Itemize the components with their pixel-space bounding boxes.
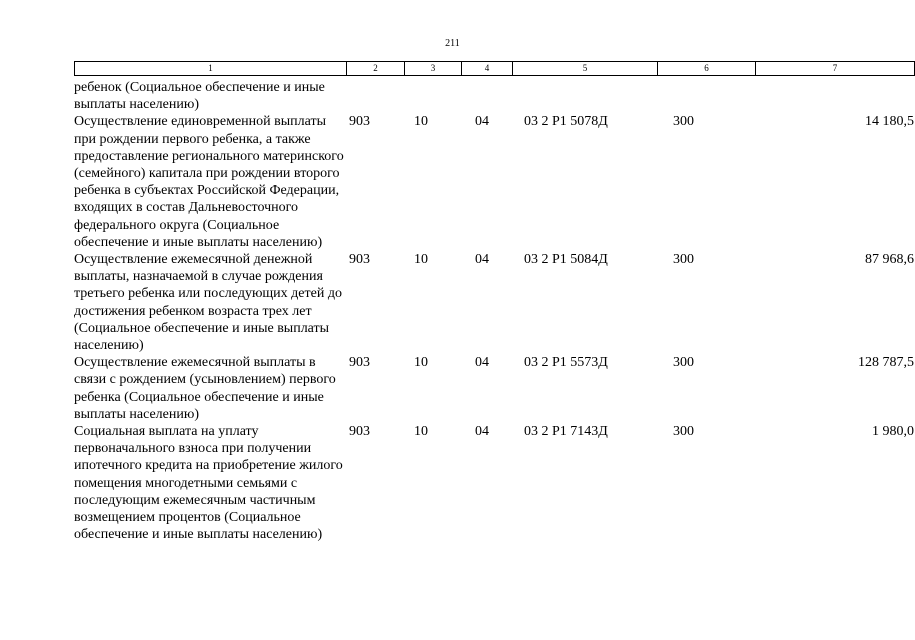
row-name: Осуществление ежемесячной выплаты в связи с рождением (усыновлением) первого ребенка (Социальное обеспечение и иные выплаты населению) (74, 355, 336, 422)
row-section: 10 (414, 355, 428, 371)
row-expense-kind: 300 (673, 114, 694, 130)
row-subsection (461, 79, 512, 113)
table-body (74, 79, 914, 543)
header-col-7: 7 (832, 63, 838, 73)
row-amount: 14 180,5 (865, 114, 914, 130)
row-subsection: 04 (475, 252, 489, 268)
row-target-code: 03 2 P1 5573Д (524, 355, 608, 371)
row-amount: 128 787,5 (858, 355, 914, 371)
row-expense-kind: 300 (673, 252, 694, 268)
row-section: 10 (414, 252, 428, 268)
row-budget-code: 903 (349, 252, 370, 268)
row-subsection: 04 (475, 355, 489, 371)
row-name: Социальная выплата на уплату первоначального взноса при получении ипотечного кредита на приобретение жилого помещения многодетными семьями с последующим ежемесячным частичным возмещением процентов (Социальное обеспечение и иные выплаты населению) (74, 424, 343, 543)
row-subsection: 04 (475, 424, 489, 440)
row-expense-kind: 300 (673, 424, 694, 440)
row-budget-code (349, 79, 404, 113)
row-target-code: 03 2 P1 5084Д (524, 252, 608, 268)
table-row (74, 251, 914, 354)
header-col-6: 6 (658, 62, 756, 75)
row-name: ребенок (Социальное обеспечение и иные выплаты населению) (74, 80, 325, 113)
row-section (404, 79, 461, 113)
row-budget-code: 903 (349, 114, 370, 130)
table-row (74, 423, 914, 543)
row-expense-kind (657, 79, 755, 113)
table-row (74, 354, 914, 423)
row-expense-kind: 300 (673, 355, 694, 371)
table-row (74, 79, 914, 113)
row-target-code: 03 2 P1 5078Д (524, 114, 608, 130)
header-col-2: 2 (347, 62, 405, 75)
row-section: 10 (414, 424, 428, 440)
row-target-code: 03 2 P1 7143Д (524, 424, 608, 440)
row-amount: 1 980,0 (872, 424, 914, 440)
header-col-5: 5 (513, 62, 658, 75)
header-col-1: 1 (75, 62, 347, 75)
row-budget-code: 903 (349, 355, 370, 371)
row-budget-code: 903 (349, 424, 370, 440)
row-name: Осуществление ежемесячной денежной выплаты, назначаемой в случае рождения третьего ребенка или последующих детей до достижения ребенком возраста трех лет (Социальное обеспечение и иные выплаты населению) (74, 252, 342, 354)
page-number: 211 (445, 38, 460, 49)
row-subsection: 04 (475, 114, 489, 130)
row-target-code (512, 79, 657, 113)
row-amount: 87 968,6 (865, 252, 914, 268)
row-amount (755, 79, 914, 113)
table-header (74, 61, 915, 76)
header-col-3: 3 (405, 62, 462, 75)
row-section: 10 (414, 114, 428, 130)
row-name: Осуществление единовременной выплаты при рождении первого ребенка, а также предоставление регионального материнского (семейного) капитала при рождении второго ребенка в субъектах Российской Федерации, входящих в состав Дальневосточного федерального округа (Социальное обеспечение и иные выплаты населению) (74, 114, 344, 250)
table-row (74, 113, 914, 251)
header-col-4: 4 (462, 62, 513, 75)
